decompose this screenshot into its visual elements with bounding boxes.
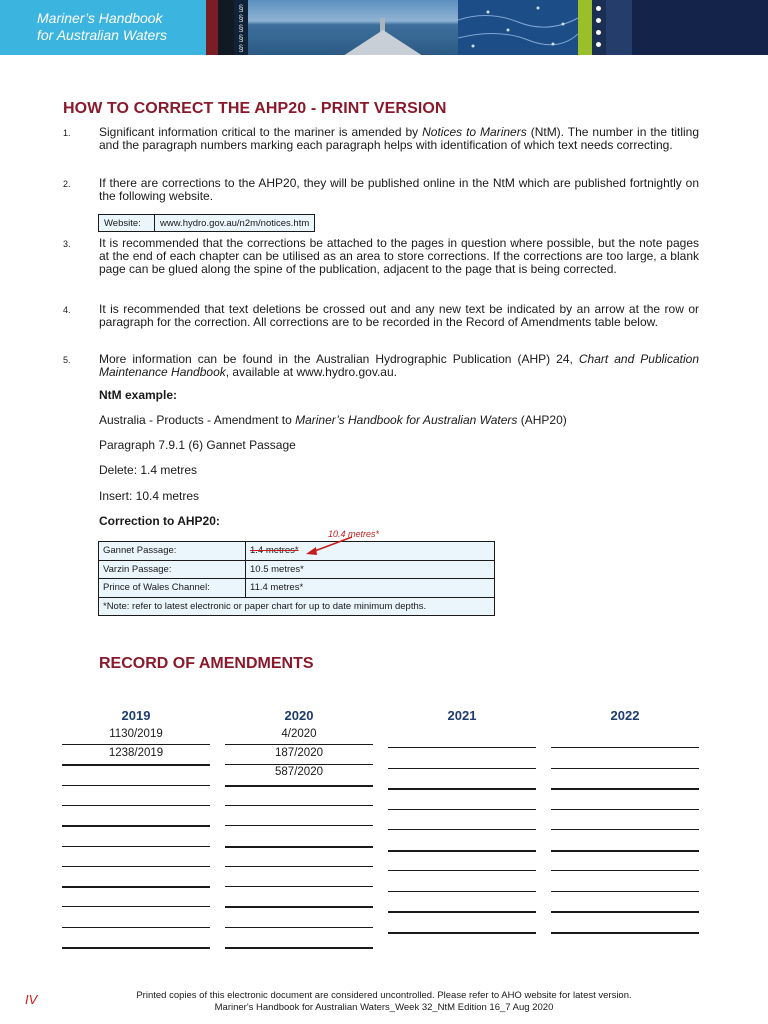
ntm-line-3: Delete: 1.4 metres bbox=[99, 463, 198, 477]
table-cell-value: 10.5 metres* bbox=[246, 560, 495, 579]
ntm-line-2: Paragraph 7.9.1 (6) Gannet Passage bbox=[99, 438, 296, 452]
table-row bbox=[99, 597, 495, 616]
entry-line bbox=[551, 891, 699, 892]
nautical-chart-image bbox=[458, 0, 578, 55]
entry-line bbox=[388, 891, 536, 892]
item-number: 2. bbox=[63, 179, 71, 189]
entry-line bbox=[62, 764, 210, 766]
item-text: More information can be found in the Australian Hydrographic Publication (AHP) 24, Chart and Publication Maintenance Handbook, available at www.hydro.gov.au. bbox=[99, 352, 699, 379]
publication-title bbox=[0, 0, 206, 55]
amendment-entry: 1238/2019 bbox=[108, 747, 164, 759]
entry-line bbox=[225, 805, 373, 806]
table-row bbox=[99, 579, 495, 598]
table-row bbox=[99, 542, 495, 561]
correction-table bbox=[98, 541, 495, 616]
entry-line bbox=[62, 947, 210, 949]
correction-annotation: 10.4 metres* bbox=[328, 529, 380, 539]
entry-line bbox=[62, 825, 210, 827]
website-label: Website: bbox=[99, 215, 155, 231]
entry-line bbox=[62, 846, 210, 847]
item-number: 4. bbox=[63, 305, 71, 315]
page-number: IV bbox=[25, 992, 38, 1007]
entry-line bbox=[388, 768, 536, 769]
entry-line bbox=[62, 785, 210, 786]
item-number: 3. bbox=[63, 239, 71, 249]
correction-heading: Correction to AHP20: bbox=[99, 514, 220, 528]
item-number: 5. bbox=[63, 355, 71, 365]
table-cell-value bbox=[246, 542, 495, 561]
banner-strip-lime bbox=[578, 0, 592, 55]
amendment-entry: 187/2020 bbox=[275, 747, 323, 759]
footer-line-2: Mariner's Handbook for Australian Waters_Week 32_NtM Edition 16_7 Aug 2020 bbox=[214, 1002, 554, 1013]
entry-line bbox=[388, 911, 536, 913]
item-text: If there are corrections to the AHP20, they will be published online in the NtM which are published fortnightly on the following website. bbox=[99, 176, 699, 203]
item-text: Significant information critical to the mariner is amended by Notices to Mariners (NtM). The number in the titling and the paragraph numbers marking each paragraph helps with identification of which text needs correcting. bbox=[99, 125, 699, 152]
entry-line bbox=[225, 825, 373, 826]
entry-line bbox=[551, 768, 699, 769]
website-url[interactable]: www.hydro.gov.au/n2m/notices.htm bbox=[160, 218, 310, 229]
entry-line bbox=[225, 886, 373, 887]
entry-line bbox=[388, 788, 536, 790]
table-cell-value: 11.4 metres* bbox=[246, 579, 495, 598]
struck-value: 1.4 metres* bbox=[250, 545, 299, 557]
entry-line bbox=[388, 829, 536, 830]
amendment-entry: 4/2020 bbox=[281, 728, 317, 740]
amendment-entry: 587/2020 bbox=[275, 766, 323, 778]
item-text: It is recommended that text deletions be crossed out and any new text be indicated by an arrow at the row or paragraph for the correction. All corrections are to be recorded in the Record of Amendments table below. bbox=[99, 302, 699, 329]
footer-line-1: Printed copies of this electronic document are considered uncontrolled. Please refer to AHO website for latest version. bbox=[136, 990, 632, 1001]
entry-line bbox=[388, 850, 536, 852]
table-cell-name: Prince of Wales Channel: bbox=[99, 579, 246, 598]
table-cell-name: Gannet Passage: bbox=[99, 542, 246, 561]
entry-line bbox=[551, 747, 699, 748]
ntm-line-1: Australia - Products - Amendment to Mariner’s Handbook for Australian Waters (AHP20) bbox=[99, 413, 567, 427]
table-note: *Note: refer to latest electronic or paper chart for up to date minimum depths. bbox=[99, 597, 495, 616]
entry-line bbox=[388, 870, 536, 871]
entry-line bbox=[225, 906, 373, 908]
entry-line bbox=[225, 785, 373, 787]
year-header: 2022 bbox=[610, 708, 640, 723]
entry-line bbox=[62, 886, 210, 888]
banner-strip-red bbox=[206, 0, 218, 55]
item-text: It is recommended that the corrections be attached to the pages in question where possible, but the note pages at the end of each chapter can be utilised as an area to store corrections. If the corrections are too large, a blank page can be glued along the spine of the publication, adjacent to the page that is being corrected. bbox=[99, 236, 699, 276]
entry-line bbox=[551, 850, 699, 852]
entry-line bbox=[62, 805, 210, 806]
correction-arrow-icon bbox=[300, 534, 360, 558]
banner-end-block bbox=[632, 0, 768, 55]
ship-bow-icon bbox=[343, 30, 423, 55]
year-header: 2019 bbox=[121, 708, 151, 723]
title-line-1: Mariner’s Handbook bbox=[37, 10, 163, 26]
entry-line bbox=[551, 829, 699, 830]
entry-line bbox=[551, 870, 699, 871]
entry-line bbox=[388, 809, 536, 810]
entry-line bbox=[225, 866, 373, 867]
section-heading: HOW TO CORRECT THE AHP20 - PRINT VERSION bbox=[63, 100, 447, 117]
banner-strip-navy bbox=[606, 0, 632, 55]
ntm-example-heading: NtM example: bbox=[99, 388, 178, 402]
entry-line bbox=[62, 866, 210, 867]
banner-strip-dark bbox=[218, 0, 234, 55]
entry-line bbox=[62, 927, 210, 928]
entry-line bbox=[551, 788, 699, 790]
year-header: 2020 bbox=[284, 708, 314, 723]
entry-line bbox=[225, 744, 373, 745]
ntm-line-4: Insert: 10.4 metres bbox=[99, 489, 200, 503]
table-cell-name: Varzin Passage: bbox=[99, 560, 246, 579]
year-header: 2021 bbox=[447, 708, 477, 723]
header-banner bbox=[0, 0, 768, 55]
amendments-heading: RECORD OF AMENDMENTS bbox=[99, 655, 314, 672]
entry-line bbox=[225, 764, 373, 765]
entry-line bbox=[62, 906, 210, 907]
entry-line bbox=[551, 809, 699, 810]
entry-line bbox=[225, 846, 373, 848]
ship-photo-image bbox=[248, 0, 458, 55]
entry-line bbox=[388, 747, 536, 748]
title-line-2: for Australian Waters bbox=[37, 27, 167, 43]
website-box bbox=[98, 214, 315, 232]
entry-line bbox=[62, 744, 210, 745]
amendment-entry: 1130/2019 bbox=[109, 728, 163, 740]
rope-pattern-icon: § § § § § bbox=[234, 0, 248, 55]
entry-line bbox=[551, 932, 699, 934]
table-row bbox=[99, 560, 495, 579]
item-number: 1. bbox=[63, 128, 71, 138]
dotted-pattern-icon bbox=[592, 0, 606, 55]
entry-line bbox=[225, 927, 373, 928]
entry-line bbox=[225, 947, 373, 949]
entry-line bbox=[388, 932, 536, 934]
entry-line bbox=[551, 911, 699, 913]
